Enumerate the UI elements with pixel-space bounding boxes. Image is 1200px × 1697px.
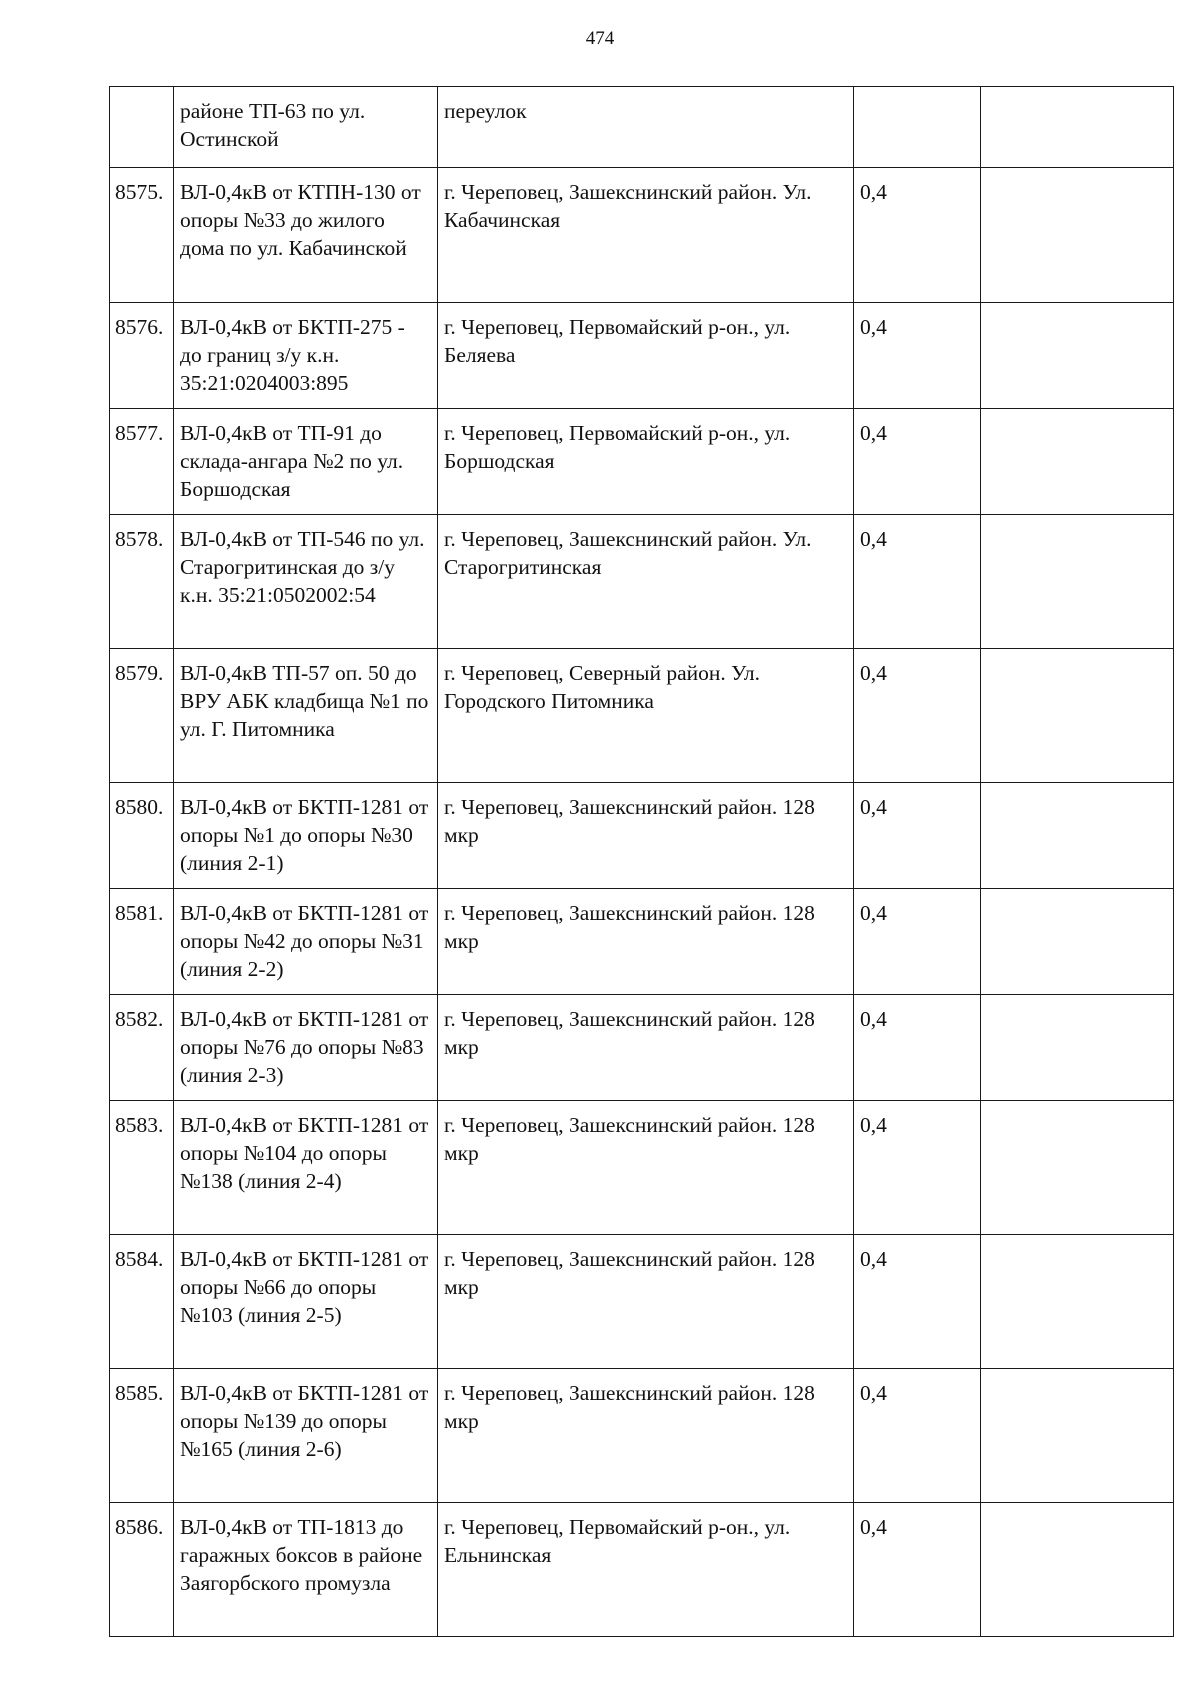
- row-number-cell: 8575.: [110, 168, 174, 303]
- object-name-cell: районе ТП-63 по ул. Остинской: [174, 87, 438, 168]
- table-row: [110, 995, 1174, 1101]
- table-row: [110, 1369, 1174, 1503]
- note-cell: [981, 1369, 1174, 1503]
- note-cell: [981, 649, 1174, 783]
- note-cell: [981, 995, 1174, 1101]
- table-row: [110, 889, 1174, 995]
- address-cell: г. Череповец, Зашекснинский район. 128 мкр: [438, 889, 854, 995]
- note-cell: [981, 303, 1174, 409]
- address-cell: переулок: [438, 87, 854, 168]
- address-cell: г. Череповец, Зашекснинский район. 128 мкр: [438, 1235, 854, 1369]
- address-cell: г. Череповец, Зашекснинский район. 128 мкр: [438, 783, 854, 889]
- voltage-cell: 0,4: [854, 1235, 981, 1369]
- table-row: [110, 168, 1174, 303]
- address-cell: г. Череповец, Зашекснинский район. Ул. Кабачинская: [438, 168, 854, 303]
- table-row: [110, 515, 1174, 649]
- row-number-cell: 8578.: [110, 515, 174, 649]
- note-cell: [981, 87, 1174, 168]
- table-row: [110, 1101, 1174, 1235]
- voltage-cell: 0,4: [854, 783, 981, 889]
- row-number-cell: 8585.: [110, 1369, 174, 1503]
- voltage-cell: 0,4: [854, 995, 981, 1101]
- row-number-cell: 8577.: [110, 409, 174, 515]
- address-cell: г. Череповец, Зашекснинский район. 128 мкр: [438, 995, 854, 1101]
- row-number-cell: 8582.: [110, 995, 174, 1101]
- address-cell: г. Череповец, Первомайский р-он., ул. Ельнинская: [438, 1503, 854, 1637]
- address-cell: г. Череповец, Северный район. Ул. Городского Питомника: [438, 649, 854, 783]
- table-row: [110, 409, 1174, 515]
- address-cell: г. Череповец, Зашекснинский район. Ул. Старогритинская: [438, 515, 854, 649]
- object-name-cell: ВЛ-0,4кВ от БКТП-1281 от опоры №104 до опоры №138 (линия 2-4): [174, 1101, 438, 1235]
- voltage-cell: [854, 87, 981, 168]
- object-name-cell: ВЛ-0,4кВ ТП-57 оп. 50 до ВРУ АБК кладбища №1 по ул. Г. Питомника: [174, 649, 438, 783]
- object-name-cell: ВЛ-0,4кВ от БКТП-1281 от опоры №1 до опоры №30 (линия 2-1): [174, 783, 438, 889]
- address-cell: г. Череповец, Первомайский р-он., ул. Боршодская: [438, 409, 854, 515]
- object-name-cell: ВЛ-0,4кВ от ТП-91 до склада-ангара №2 по ул. Боршодская: [174, 409, 438, 515]
- row-number-cell: 8581.: [110, 889, 174, 995]
- object-name-cell: ВЛ-0,4кВ от ТП-1813 до гаражных боксов в районе Заягорбского промузла: [174, 1503, 438, 1637]
- table-row: [110, 1503, 1174, 1637]
- row-number-cell: 8579.: [110, 649, 174, 783]
- table-row: [110, 87, 1174, 168]
- voltage-cell: 0,4: [854, 889, 981, 995]
- voltage-cell: 0,4: [854, 1101, 981, 1235]
- object-name-cell: ВЛ-0,4кВ от БКТП-1281 от опоры №76 до опоры №83 (линия 2-3): [174, 995, 438, 1101]
- row-number-cell: 8580.: [110, 783, 174, 889]
- voltage-cell: 0,4: [854, 1369, 981, 1503]
- row-number-cell: 8583.: [110, 1101, 174, 1235]
- note-cell: [981, 1101, 1174, 1235]
- note-cell: [981, 889, 1174, 995]
- object-name-cell: ВЛ-0,4кВ от БКТП-1281 от опоры №139 до опоры №165 (линия 2-6): [174, 1369, 438, 1503]
- object-name-cell: ВЛ-0,4кВ от ТП-546 по ул. Старогритинская до з/у к.н. 35:21:0502002:54: [174, 515, 438, 649]
- table-row: [110, 1235, 1174, 1369]
- note-cell: [981, 1503, 1174, 1637]
- voltage-cell: 0,4: [854, 1503, 981, 1637]
- row-number-cell: 8586.: [110, 1503, 174, 1637]
- voltage-cell: 0,4: [854, 168, 981, 303]
- table-row: [110, 649, 1174, 783]
- address-cell: г. Череповец, Первомайский р-он., ул. Беляева: [438, 303, 854, 409]
- table-row: [110, 783, 1174, 889]
- row-number-cell: 8584.: [110, 1235, 174, 1369]
- address-cell: г. Череповец, Зашекснинский район. 128 мкр: [438, 1101, 854, 1235]
- voltage-cell: 0,4: [854, 649, 981, 783]
- voltage-cell: 0,4: [854, 303, 981, 409]
- row-number-cell: 8576.: [110, 303, 174, 409]
- note-cell: [981, 783, 1174, 889]
- voltage-cell: 0,4: [854, 409, 981, 515]
- registry-table: [109, 86, 1174, 1637]
- table-row: [110, 303, 1174, 409]
- note-cell: [981, 1235, 1174, 1369]
- address-cell: г. Череповец, Зашекснинский район. 128 мкр: [438, 1369, 854, 1503]
- row-number-cell: [110, 87, 174, 168]
- note-cell: [981, 409, 1174, 515]
- object-name-cell: ВЛ-0,4кВ от БКТП-1281 от опоры №42 до опоры №31 (линия 2-2): [174, 889, 438, 995]
- object-name-cell: ВЛ-0,4кВ от КТПН-130 от опоры №33 до жилого дома по ул. Кабачинской: [174, 168, 438, 303]
- object-name-cell: ВЛ-0,4кВ от БКТП-275 - до границ з/у к.н. 35:21:0204003:895: [174, 303, 438, 409]
- note-cell: [981, 515, 1174, 649]
- object-name-cell: ВЛ-0,4кВ от БКТП-1281 от опоры №66 до опоры №103 (линия 2-5): [174, 1235, 438, 1369]
- page-number: 474: [585, 28, 615, 49]
- voltage-cell: 0,4: [854, 515, 981, 649]
- note-cell: [981, 168, 1174, 303]
